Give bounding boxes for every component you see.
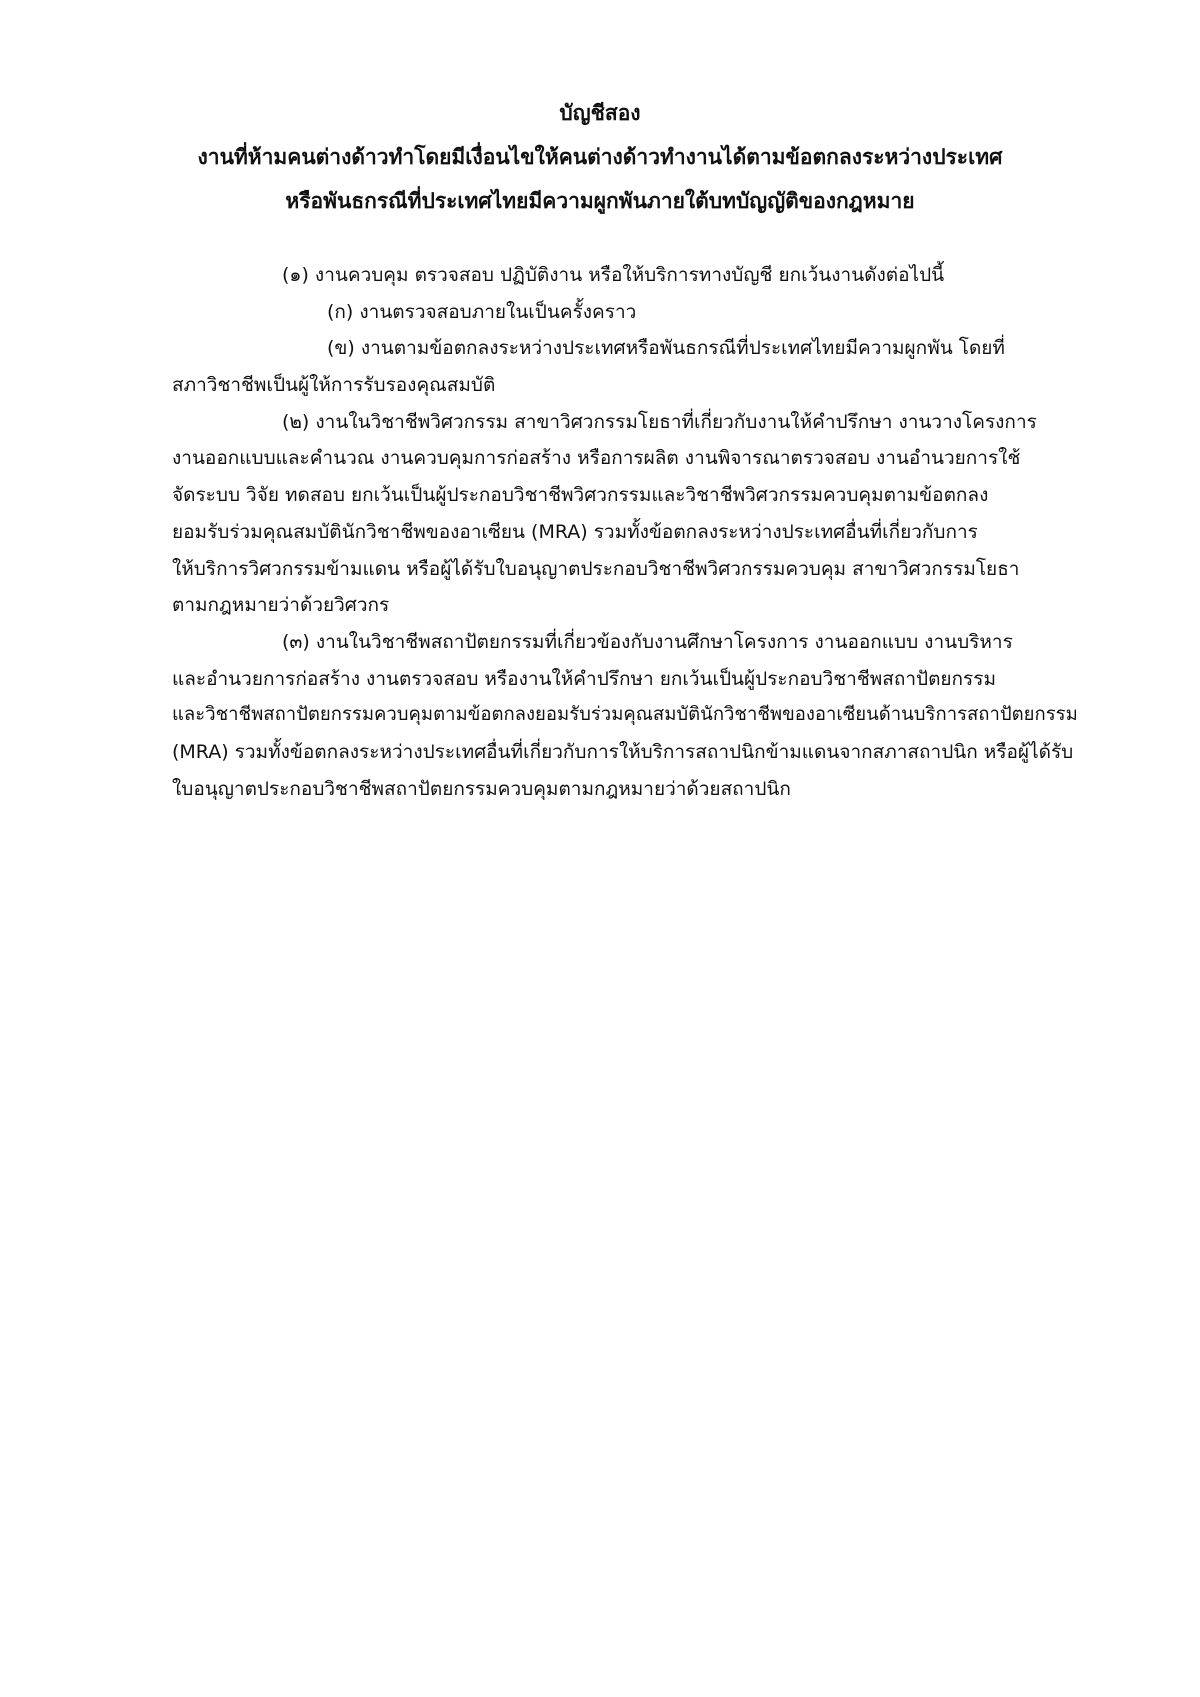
document-subtitle-line-1: งานที่ห้ามคนต่างด้าวทำโดยมีเงื่อนไขให้คนต่างด้าวทำงานได้ตามข้อตกลงระหว่างประเทศ — [197, 145, 1003, 169]
item-1-sub-b-line-1: (ข) งานตามข้อตกลงระหว่างประเทศหรือพันธกรณีที่ประเทศไทยมีความผูกพัน โดยที่ — [327, 337, 1005, 360]
item-1-sub-a: (ก) งานตรวจสอบภายในเป็นครั้งคราว — [327, 300, 637, 323]
document-subtitle-line-2: หรือพันธกรณีที่ประเทศไทยมีความผูกพันภายใต้บทบัญญัติของกฎหมาย — [285, 189, 915, 213]
item-1-sub-b-line-2: สภาวิชาชีพเป็นผู้ให้การรับรองคุณสมบัติ — [172, 374, 496, 397]
item-2-line-3: จัดระบบ วิจัย ทดสอบ ยกเว้นเป็นผู้ประกอบวิชาชีพวิศวกรรมและวิชาชีพวิศวกรรมควบคุมตามข้อตกลง — [172, 484, 989, 507]
item-3-line-3: และวิชาชีพสถาปัตยกรรมควบคุมตามข้อตกลงยอมรับร่วมคุณสมบัตินักวิชาชีพของอาเซียนด้านบริการสถาปัตยกรรม — [172, 704, 1078, 726]
item-2-line-4: ยอมรับร่วมคุณสมบัตินักวิชาชีพของอาเซียน (MRA) รวมทั้งข้อตกลงระหว่างประเทศอื่นที่เกี่ยวกับการ — [172, 520, 978, 543]
item-2-line-5: ให้บริการวิศวกรรมข้ามแดน หรือผู้ได้รับใบอนุญาตประกอบวิชาชีพวิศวกรรมควบคุม สาขาวิศวกรรมโยธา — [172, 557, 1020, 580]
item-2-line-2: งานออกแบบและคำนวณ งานควบคุมการก่อสร้าง หรือการผลิต งานพิจารณาตรวจสอบ งานอำนวยการใช้ — [172, 447, 1021, 470]
item-2-line-6: ตามกฎหมายว่าด้วยวิศวกร — [172, 594, 390, 617]
item-3-line-4: (MRA) รวมทั้งข้อตกลงระหว่างประเทศอื่นที่เกี่ยวกับการให้บริการสถาปนิกข้ามแดนจากสภาสถาปนิก หรือผู้ได้รับ — [172, 740, 1074, 763]
item-3-line-2: และอำนวยการก่อสร้าง งานตรวจสอบ หรืองานให้คำปรึกษา ยกเว้นเป็นผู้ประกอบวิชาชีพสถาปัตยกรรม — [172, 667, 996, 690]
item-1-line-1: (๑) งานควบคุม ตรวจสอบ ปฏิบัติงาน หรือให้บริการทางบัญชี ยกเว้นงานดังต่อไปนี้ — [282, 264, 945, 286]
document-body — [172, 257, 1092, 807]
document-title: บัญชีสอง — [559, 101, 641, 125]
item-2-line-1: (๒) งานในวิชาชีพวิศวกรรม สาขาวิศวกรรมโยธาที่เกี่ยวกับงานให้คำปรึกษา งานวางโครงการ — [282, 410, 1037, 433]
item-3-line-5: ใบอนุญาตประกอบวิชาชีพสถาปัตยกรรมควบคุมตามกฎหมายว่าด้วยสถาปนิก — [172, 777, 791, 800]
item-3-line-1: (๓) งานในวิชาชีพสถาปัตยกรรมที่เกี่ยวข้องกับงานศึกษาโครงการ งานออกแบบ งานบริหาร — [282, 630, 1013, 653]
